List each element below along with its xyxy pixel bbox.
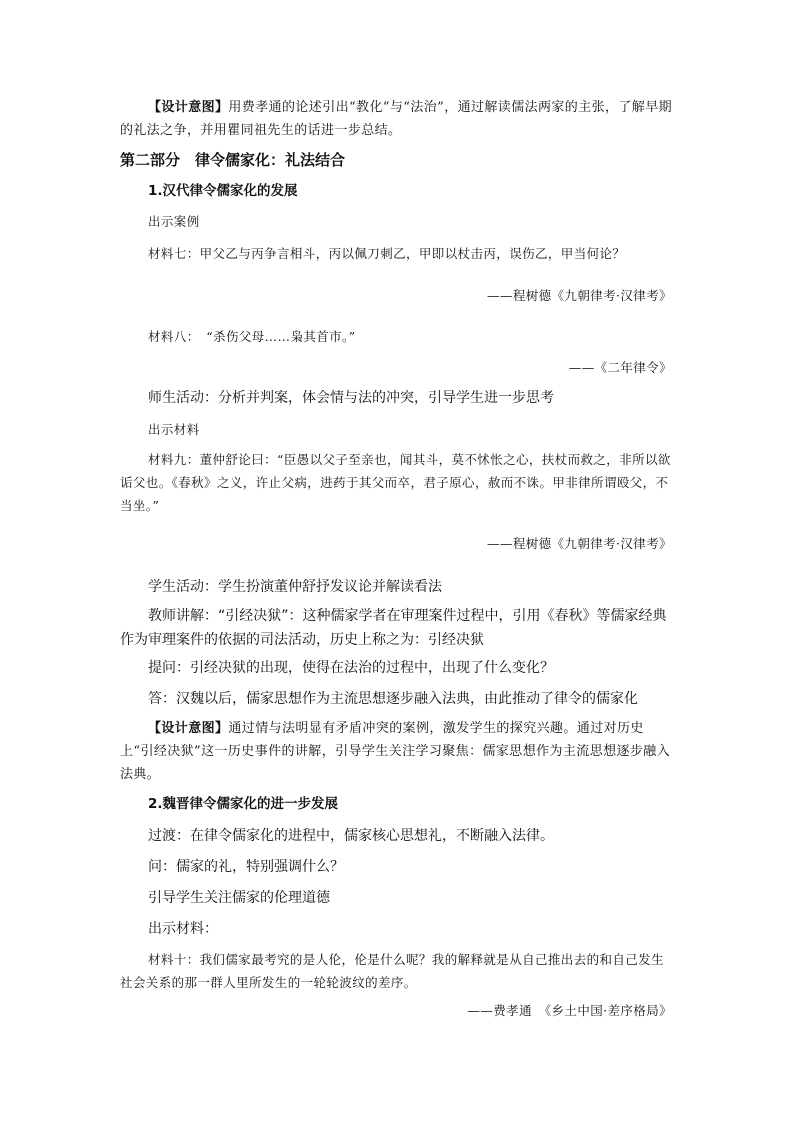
section-title: 第二部分 律令儒家化：礼法结合 [120, 151, 346, 169]
show-material-label: 出示材料 [148, 422, 200, 437]
transition: 过渡：在律令儒家化的进程中，儒家核心思想礼，不断融入法律。 [148, 828, 554, 844]
activity-1: 师生活动：分析并判案，体会情与法的冲突，引导学生进一步思考 [148, 390, 554, 406]
subsection-title-1: 1.汉代律令儒家化的发展 [148, 183, 298, 199]
material-9: 材料九：董仲舒论曰：“臣愚以父子至亲也，闻其斗，莫不怵怅之心，扶杖而救之，非所以欲诟父也。《春秋》之义，许止父病，进药于其父而卒，君子原心，赦而不诛。甲非律所谓殴父，不当坐。” [120, 452, 671, 513]
answer-1: 答：汉魏以后，儒家思想作为主流思想逐步融入法典，由此推动了律令的儒家化 [148, 691, 638, 707]
teacher-lecture: 教师讲解：“引经决狱”：这种儒家学者在审理案件过程中，引用《春秋》等儒家经典作为审理案件的依据的司法活动，历史上称之为：引经决狱 [120, 608, 667, 648]
question-2: 问：儒家的礼，特别强调什么？ [148, 859, 344, 875]
material-7: 材料七：甲父乙与丙争言相斗，丙以佩刀刺乙，甲即以杖击丙，误伤乙，甲当何论？ [148, 246, 626, 261]
design-intent-paragraph-1 [120, 96, 672, 142]
source-7: ——程树德《九朝律考·汉律考》 [487, 288, 672, 303]
material-10: 材料十：我们儒家最考究的是人伦，伦是什么呢？我的解释就是从自己推出去的和自己发生社会关系的那一群人里所发生的一轮轮波纹的差序。 [120, 952, 665, 990]
design-intent-paragraph-2 [120, 717, 672, 786]
question-1: 提问：引经决狱的出现，使得在法治的过程中，出现了什么变化？ [148, 660, 554, 676]
design-intent-tag: 【设计意图】 [148, 100, 229, 115]
source-9: ——程树德《九朝律考·汉律考》 [487, 536, 672, 551]
source-10: ——费孝通 《乡土中国·差序格局》 [467, 1003, 672, 1018]
guide-text: 引导学生关注儒家的伦理道德 [148, 890, 330, 906]
show-case-label: 出示案例 [148, 214, 200, 229]
show-material-label-2: 出示材料： [148, 921, 218, 937]
subsection-title-2: 2.魏晋律令儒家化的进一步发展 [148, 796, 339, 812]
material-8: 材料八： “杀伤父母……枭其首市。” [148, 329, 356, 344]
source-8: ——《二年律令》 [568, 360, 672, 375]
design-intent-tag-2: 【设计意图】 [148, 721, 229, 736]
design-intent-text-2: 通过情与法明显有矛盾冲突的案例，激发学生的探究兴趣。通过对历史上“引经决狱”这一历史事件的讲解，引导学生关注学习聚焦：儒家思想作为主流思想逐步融入法典。 [120, 721, 671, 782]
design-intent-text: 用费孝通的论述引出“教化”与“法治”，通过解读儒法两家的主张，了解早期的礼法之争，并用瞿同祖先生的话进一步总结。 [120, 100, 672, 138]
activity-2: 学生活动：学生扮演董仲舒抒发议论并解读看法 [148, 579, 442, 595]
